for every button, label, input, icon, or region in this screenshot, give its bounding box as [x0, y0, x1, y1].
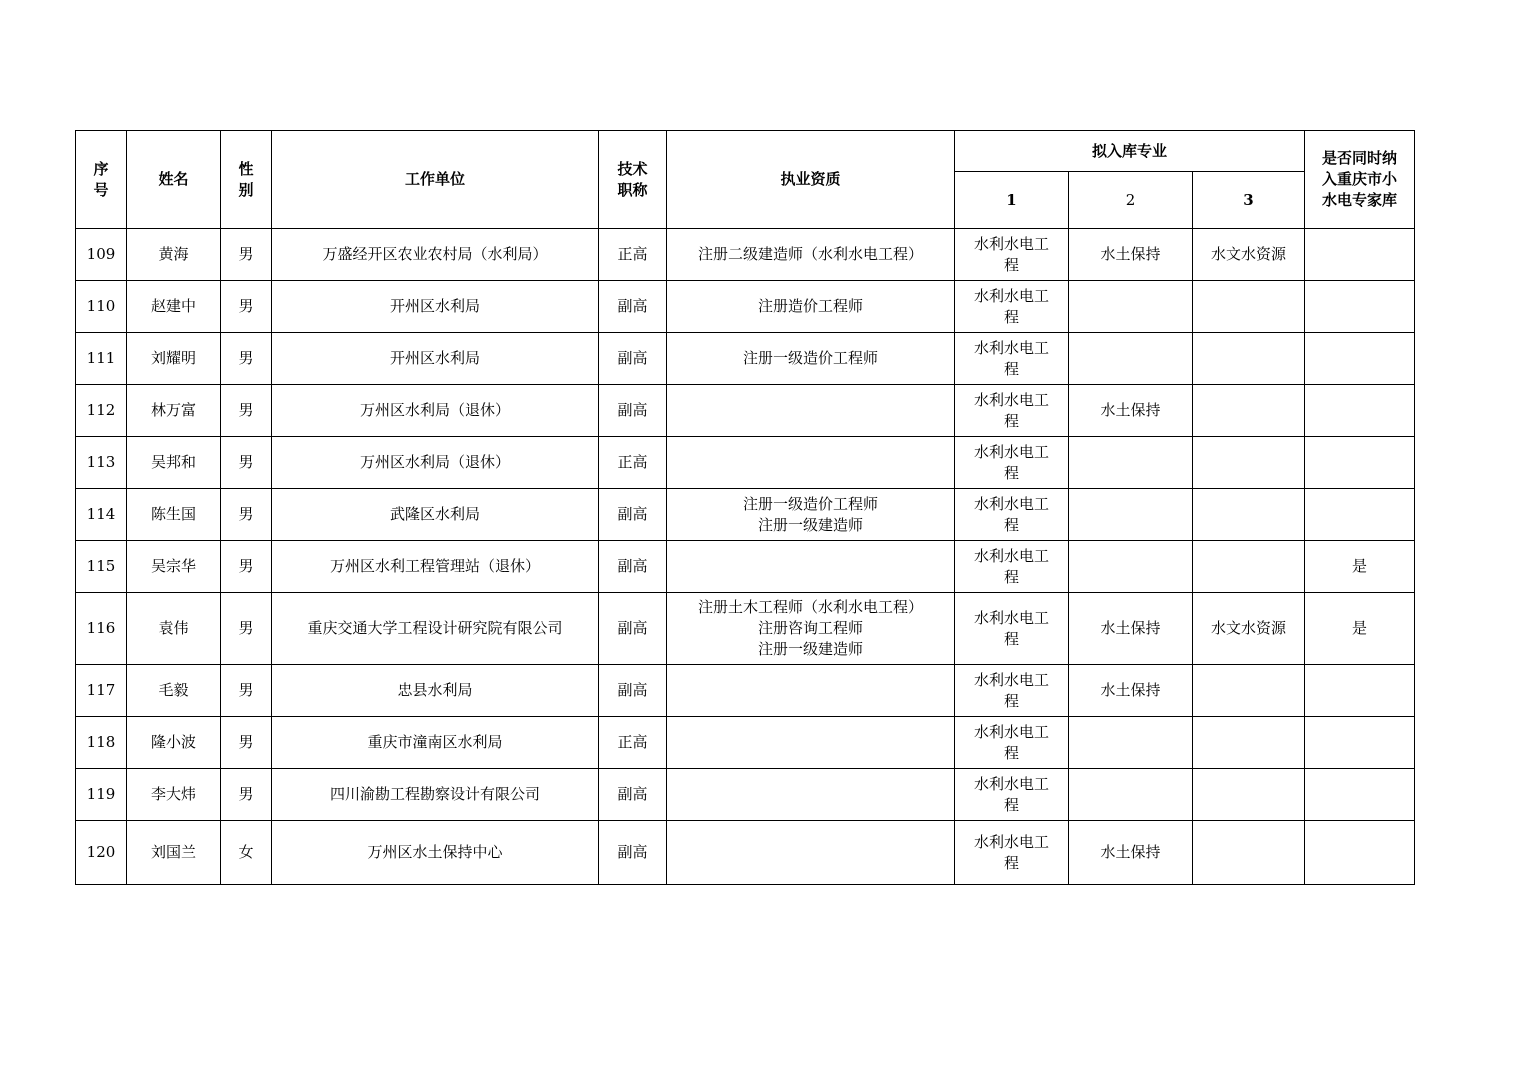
cell-major-1: 水利水电工 程: [955, 281, 1069, 333]
header-major-2: 2: [1069, 172, 1193, 229]
table-row: [76, 281, 1415, 333]
cell-major-3: [1193, 489, 1305, 541]
table-row: [76, 229, 1415, 281]
cell-major-1: 水利水电工 程: [955, 229, 1069, 281]
cell-name: 隆小波: [127, 717, 221, 769]
cell-seq: 117: [76, 665, 127, 717]
cell-title: 副高: [599, 769, 667, 821]
cell-gender: 男: [221, 593, 272, 665]
cell-major-1: 水利水电工 程: [955, 593, 1069, 665]
cell-qualification: 注册一级造价工程师: [667, 333, 955, 385]
cell-unit: 万州区水利局（退休）: [272, 385, 599, 437]
cell-title: 副高: [599, 333, 667, 385]
cell-small-hydro: 是: [1305, 593, 1415, 665]
cell-name: 袁伟: [127, 593, 221, 665]
header-major-1: 1: [955, 172, 1069, 229]
cell-major-2: [1069, 769, 1193, 821]
cell-small-hydro: [1305, 437, 1415, 489]
cell-name: 黄海: [127, 229, 221, 281]
cell-qualification: [667, 717, 955, 769]
table-row: [76, 593, 1415, 665]
cell-gender: 男: [221, 769, 272, 821]
cell-name: 吴宗华: [127, 541, 221, 593]
cell-major-2: 水土保持: [1069, 821, 1193, 885]
cell-major-3: 水文水资源: [1193, 229, 1305, 281]
cell-major-1: 水利水电工 程: [955, 665, 1069, 717]
cell-major-2: 水土保持: [1069, 229, 1193, 281]
cell-name: 林万富: [127, 385, 221, 437]
cell-major-3: [1193, 665, 1305, 717]
header-small-hydro: 是否同时纳 入重庆市小 水电专家库: [1305, 131, 1415, 229]
cell-major-1: 水利水电工 程: [955, 717, 1069, 769]
cell-title: 副高: [599, 281, 667, 333]
cell-major-3: [1193, 281, 1305, 333]
cell-title: 正高: [599, 437, 667, 489]
cell-title: 副高: [599, 489, 667, 541]
cell-gender: 男: [221, 489, 272, 541]
cell-title: 副高: [599, 593, 667, 665]
table-row: [76, 769, 1415, 821]
header-name: 姓名: [127, 131, 221, 229]
cell-major-3: [1193, 717, 1305, 769]
header-unit: 工作单位: [272, 131, 599, 229]
cell-small-hydro: [1305, 385, 1415, 437]
cell-name: 刘国兰: [127, 821, 221, 885]
cell-gender: 男: [221, 541, 272, 593]
header-qualification: 执业资质: [667, 131, 955, 229]
cell-small-hydro: [1305, 665, 1415, 717]
cell-unit: 重庆市潼南区水利局: [272, 717, 599, 769]
table-row: [76, 541, 1415, 593]
cell-major-2: [1069, 437, 1193, 489]
cell-seq: 118: [76, 717, 127, 769]
cell-unit: 开州区水利局: [272, 281, 599, 333]
cell-seq: 111: [76, 333, 127, 385]
cell-major-1: 水利水电工 程: [955, 333, 1069, 385]
cell-unit: 四川渝勘工程勘察设计有限公司: [272, 769, 599, 821]
cell-qualification: 注册造价工程师: [667, 281, 955, 333]
cell-gender: 男: [221, 385, 272, 437]
cell-unit: 武隆区水利局: [272, 489, 599, 541]
cell-name: 刘耀明: [127, 333, 221, 385]
cell-small-hydro: [1305, 769, 1415, 821]
table-row: [76, 333, 1415, 385]
cell-seq: 113: [76, 437, 127, 489]
cell-seq: 112: [76, 385, 127, 437]
cell-qualification: [667, 665, 955, 717]
table-row: [76, 385, 1415, 437]
table-row: [76, 821, 1415, 885]
cell-title: 副高: [599, 665, 667, 717]
cell-unit: 万州区水利工程管理站（退休）: [272, 541, 599, 593]
cell-gender: 女: [221, 821, 272, 885]
cell-qualification: [667, 769, 955, 821]
cell-qualification: 注册一级造价工程师 注册一级建造师: [667, 489, 955, 541]
cell-major-2: [1069, 333, 1193, 385]
cell-major-2: [1069, 281, 1193, 333]
cell-gender: 男: [221, 281, 272, 333]
cell-gender: 男: [221, 333, 272, 385]
cell-small-hydro: [1305, 489, 1415, 541]
cell-unit: 万州区水利局（退休）: [272, 437, 599, 489]
cell-major-1: 水利水电工 程: [955, 769, 1069, 821]
cell-major-1: 水利水电工 程: [955, 437, 1069, 489]
cell-gender: 男: [221, 665, 272, 717]
cell-major-3: [1193, 437, 1305, 489]
cell-small-hydro: [1305, 333, 1415, 385]
cell-major-1: 水利水电工 程: [955, 489, 1069, 541]
cell-seq: 110: [76, 281, 127, 333]
cell-major-3: [1193, 385, 1305, 437]
table-row: [76, 437, 1415, 489]
cell-major-3: [1193, 769, 1305, 821]
cell-major-2: [1069, 717, 1193, 769]
cell-name: 李大炜: [127, 769, 221, 821]
cell-major-3: [1193, 821, 1305, 885]
cell-major-3: [1193, 333, 1305, 385]
cell-seq: 115: [76, 541, 127, 593]
cell-major-1: 水利水电工 程: [955, 541, 1069, 593]
cell-major-2: [1069, 489, 1193, 541]
cell-small-hydro: [1305, 821, 1415, 885]
cell-seq: 116: [76, 593, 127, 665]
cell-unit: 重庆交通大学工程设计研究院有限公司: [272, 593, 599, 665]
header-major-3: 3: [1193, 172, 1305, 229]
cell-title: 正高: [599, 229, 667, 281]
cell-unit: 忠县水利局: [272, 665, 599, 717]
cell-qualification: 注册土木工程师（水利水电工程） 注册咨询工程师 注册一级建造师: [667, 593, 955, 665]
cell-name: 毛毅: [127, 665, 221, 717]
cell-title: 副高: [599, 541, 667, 593]
cell-seq: 120: [76, 821, 127, 885]
cell-qualification: [667, 821, 955, 885]
cell-name: 赵建中: [127, 281, 221, 333]
cell-major-1: 水利水电工 程: [955, 821, 1069, 885]
cell-title: 副高: [599, 385, 667, 437]
cell-small-hydro: 是: [1305, 541, 1415, 593]
table-row: [76, 717, 1415, 769]
cell-major-2: 水土保持: [1069, 665, 1193, 717]
cell-seq: 119: [76, 769, 127, 821]
cell-name: 陈生国: [127, 489, 221, 541]
cell-major-2: 水土保持: [1069, 385, 1193, 437]
cell-small-hydro: [1305, 281, 1415, 333]
header-gender: 性 别: [221, 131, 272, 229]
header-majors: 拟入库专业: [955, 131, 1305, 172]
cell-major-1: 水利水电工 程: [955, 385, 1069, 437]
cell-small-hydro: [1305, 717, 1415, 769]
cell-major-2: [1069, 541, 1193, 593]
cell-seq: 109: [76, 229, 127, 281]
cell-qualification: [667, 437, 955, 489]
cell-name: 吴邦和: [127, 437, 221, 489]
cell-gender: 男: [221, 717, 272, 769]
cell-major-3: 水文水资源: [1193, 593, 1305, 665]
cell-major-3: [1193, 541, 1305, 593]
table-row: [76, 489, 1415, 541]
cell-qualification: [667, 385, 955, 437]
header-row: [76, 131, 1415, 172]
cell-gender: 男: [221, 437, 272, 489]
expert-table: [75, 130, 1415, 885]
cell-qualification: [667, 541, 955, 593]
table-row: [76, 665, 1415, 717]
cell-major-2: 水土保持: [1069, 593, 1193, 665]
cell-small-hydro: [1305, 229, 1415, 281]
cell-seq: 114: [76, 489, 127, 541]
cell-gender: 男: [221, 229, 272, 281]
header-seq: 序 号: [76, 131, 127, 229]
cell-qualification: 注册二级建造师（水利水电工程）: [667, 229, 955, 281]
cell-unit: 开州区水利局: [272, 333, 599, 385]
cell-unit: 万州区水土保持中心: [272, 821, 599, 885]
header-title: 技术 职称: [599, 131, 667, 229]
cell-unit: 万盛经开区农业农村局（水利局）: [272, 229, 599, 281]
cell-title: 正高: [599, 717, 667, 769]
cell-title: 副高: [599, 821, 667, 885]
